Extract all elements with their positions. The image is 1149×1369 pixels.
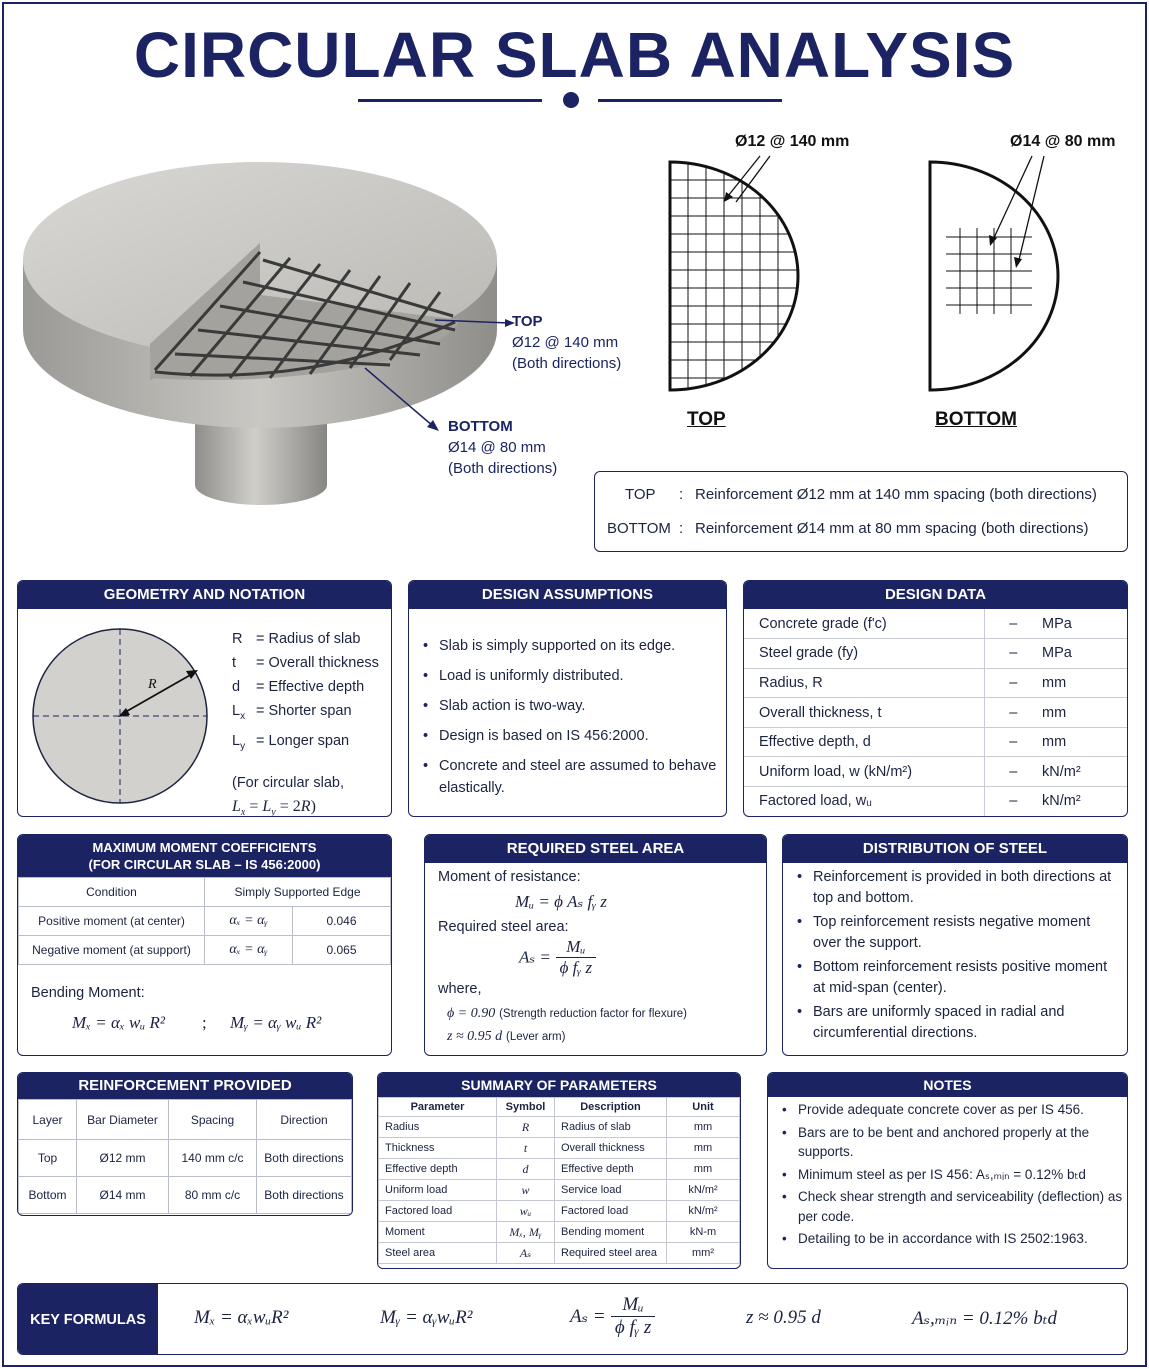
summary-table xyxy=(378,1097,740,1264)
summary-unit: kN/m² xyxy=(667,1201,740,1222)
design-data-row xyxy=(744,639,1127,669)
summary-param: Thickness xyxy=(379,1138,497,1159)
steel-area-panel xyxy=(424,834,767,1056)
provided-col: Bar Diameter xyxy=(77,1100,169,1140)
design-data-row xyxy=(744,609,1127,639)
summary-unit: kN-m xyxy=(667,1222,740,1243)
key-formula-my: Mᵧ = αᵧwᵤR² xyxy=(380,1307,473,1328)
design-data-row xyxy=(744,727,1127,757)
distribution-item: • Reinforcement is provided in both directions at top and bottom. xyxy=(793,867,1118,908)
assumption-item: • Load is uniformly distributed. xyxy=(419,665,719,687)
note-item: • Detailing to be in accordance with IS 2502:1963. xyxy=(778,1229,1123,1249)
coeff-row-cond: Positive moment (at center) xyxy=(19,907,205,936)
notation-row: t = Overall thickness xyxy=(232,655,379,671)
top-plan-drawing xyxy=(660,150,810,400)
provided-col: Spacing xyxy=(169,1100,257,1140)
design-data-label: Factored load, wᵤ xyxy=(744,787,984,817)
notation-row: $L_y$ = Longer span xyxy=(232,732,350,752)
design-data-row xyxy=(744,698,1127,728)
top-callout-note: (Both directions) xyxy=(512,355,622,372)
reinf-bottom-text: Reinforcement Ø14 mm at 80 mm spacing (both directions) xyxy=(695,520,1089,537)
provided-cell: Ø14 mm xyxy=(77,1177,169,1214)
design-data-value: – xyxy=(984,639,1042,669)
required-area-lhs: Aₛ = xyxy=(519,947,551,967)
key-formula-as-denominator: ϕ fᵧ z xyxy=(614,1317,652,1338)
summary-symbol: Mₓ, Mᵧ xyxy=(497,1222,555,1243)
top-plan-spec: Ø12 @ 140 mm xyxy=(735,133,850,150)
summary-symbol: t xyxy=(497,1138,555,1159)
reinforcement-summary-box xyxy=(594,471,1128,552)
required-area-denominator: ϕ fᵧ z xyxy=(559,958,593,977)
summary-symbol: w xyxy=(497,1180,555,1201)
summary-unit: mm² xyxy=(667,1243,740,1264)
design-data-value: – xyxy=(984,757,1042,787)
summary-panel xyxy=(377,1072,741,1269)
design-data-label: Steel grade (fy) xyxy=(744,639,984,669)
coeff-col-condition: Condition xyxy=(19,878,205,907)
design-data-unit: MPa xyxy=(1042,609,1127,639)
reinf-top-sep: : xyxy=(679,486,684,503)
provided-panel xyxy=(17,1072,353,1216)
design-data-unit: mm xyxy=(1042,727,1127,757)
bottom-plan-label: BOTTOM xyxy=(935,409,1017,430)
moment-coeff-heading-line2: (FOR CIRCULAR SLAB – IS 456:2000) xyxy=(88,857,321,872)
summary-row xyxy=(379,1117,740,1138)
distribution-item: • Top reinforcement resists negative moment over the support. xyxy=(793,912,1118,953)
assumptions-list xyxy=(419,635,719,799)
circular-note-eq: $L_x = L_y = 2R$) xyxy=(232,797,316,817)
summary-param: Moment xyxy=(379,1222,497,1243)
bending-moment-y: Mᵧ = αᵧ wᵤ R² xyxy=(230,1013,322,1032)
summary-symbol: Aₛ xyxy=(497,1243,555,1264)
key-formula-asmin: Aₛ,ₘᵢₙ = 0.12% bₜd xyxy=(912,1308,1057,1329)
distribution-item: • Bars are uniformly spaced in radial and circumferential directions. xyxy=(793,1002,1118,1043)
resistance-label: Moment of resistance: xyxy=(438,869,581,885)
geometry-panel xyxy=(17,580,392,817)
title-rule-right xyxy=(598,99,782,102)
key-formula-as-lhs: Aₛ = xyxy=(570,1306,606,1327)
steel-area-heading: REQUIRED STEEL AREA xyxy=(425,835,766,863)
moment-coeff-heading-line1: MAXIMUM MOMENT COEFFICIENTS xyxy=(92,840,317,855)
bottom-plan-grid xyxy=(946,228,1032,314)
summary-row xyxy=(379,1180,740,1201)
provided-col: Layer xyxy=(19,1100,77,1140)
summary-unit: mm xyxy=(667,1117,740,1138)
bending-moment-sep: ; xyxy=(202,1013,207,1032)
reinf-bottom-sep: : xyxy=(679,520,684,537)
summary-row xyxy=(379,1243,740,1264)
summary-row xyxy=(379,1222,740,1243)
design-data-table xyxy=(744,609,1127,817)
design-data-unit: mm xyxy=(1042,698,1127,728)
top-plan-label: TOP xyxy=(687,409,726,430)
design-data-unit: MPa xyxy=(1042,639,1127,669)
summary-col: Unit xyxy=(667,1098,740,1117)
assumption-item: • Concrete and steel are assumed to behave elastically. xyxy=(419,755,719,799)
provided-cell: Top xyxy=(19,1140,77,1177)
design-data-label: Overall thickness, t xyxy=(744,698,984,728)
summary-param: Radius xyxy=(379,1117,497,1138)
design-data-unit: mm xyxy=(1042,668,1127,698)
summary-unit: mm xyxy=(667,1159,740,1180)
geometry-heading: GEOMETRY AND NOTATION xyxy=(18,581,391,609)
circular-note: (For circular slab, xyxy=(232,774,344,791)
moment-coeff-heading xyxy=(18,835,391,877)
provided-col: Direction xyxy=(257,1100,352,1140)
design-data-row xyxy=(744,787,1127,817)
provided-heading: REINFORCEMENT PROVIDED xyxy=(18,1073,352,1099)
key-formulas-label: KEY FORMULAS xyxy=(18,1284,158,1355)
assumptions-heading: DESIGN ASSUMPTIONS xyxy=(409,581,726,609)
summary-desc: Radius of slab xyxy=(555,1117,667,1138)
resistance-equation: Mᵤ = ϕ Aₛ fᵧ z xyxy=(515,892,608,911)
provided-table xyxy=(18,1099,352,1214)
bottom-callout xyxy=(448,416,557,479)
radius-label: R xyxy=(148,677,157,692)
top-callout-spec: Ø12 @ 140 mm xyxy=(512,334,619,351)
summary-desc: Required steel area xyxy=(555,1243,667,1264)
coeff-row-val: 0.046 xyxy=(293,907,391,936)
distribution-heading: DISTRIBUTION OF STEEL xyxy=(783,835,1127,863)
provided-cell: Both directions xyxy=(257,1177,352,1214)
design-data-value: – xyxy=(984,698,1042,728)
assumption-item: • Slab action is two-way. xyxy=(419,695,719,717)
summary-unit: kN/m² xyxy=(667,1180,740,1201)
note-item: • Minimum steel as per IS 456: Aₛ,ₘᵢₙ = 0.12% bₜd xyxy=(778,1165,1123,1185)
key-formulas-bar xyxy=(17,1283,1128,1355)
required-area-label: Required steel area: xyxy=(438,919,569,935)
design-data-value: – xyxy=(984,787,1042,817)
bottom-plan-drawing xyxy=(920,150,1070,400)
top-plan-grid xyxy=(670,150,810,400)
notes-heading: NOTES xyxy=(768,1073,1127,1097)
design-data-label: Uniform load, w (kN/m²) xyxy=(744,757,984,787)
where-label: where, xyxy=(438,981,482,997)
summary-desc: Effective depth xyxy=(555,1159,667,1180)
design-data-unit: kN/m² xyxy=(1042,787,1127,817)
notation-row: R = Radius of slab xyxy=(232,631,361,647)
coeff-col-edge: Simply Supported Edge xyxy=(205,878,391,907)
geometry-circle-diagram xyxy=(30,626,210,806)
key-formula-as-numerator: Mᵤ xyxy=(611,1294,655,1317)
provided-cell: Bottom xyxy=(19,1177,77,1214)
page-title: CIRCULAR SLAB ANALYSIS xyxy=(133,19,1016,91)
summary-symbol: wᵤ xyxy=(497,1201,555,1222)
required-area-numerator: Mᵤ xyxy=(556,937,597,958)
summary-param: Uniform load xyxy=(379,1180,497,1201)
distribution-panel xyxy=(782,834,1128,1056)
bottom-callout-spec: Ø14 @ 80 mm xyxy=(448,439,546,456)
design-data-value: – xyxy=(984,609,1042,639)
summary-row xyxy=(379,1159,740,1180)
coeff-row-cond: Negative moment (at support) xyxy=(19,936,205,965)
key-formula-z: z ≈ 0.95 d xyxy=(746,1307,821,1328)
design-data-heading: DESIGN DATA xyxy=(744,581,1127,609)
coeff-row-sym: αₓ = αᵧ xyxy=(205,936,293,965)
reinf-bottom-key: BOTTOM xyxy=(607,520,671,537)
bending-moment-x: Mₓ = αₓ wᵤ R² xyxy=(72,1013,166,1032)
assumption-item: • Slab is simply supported on its edge. xyxy=(419,635,719,657)
design-data-label: Effective depth, d xyxy=(744,727,984,757)
distribution-item: • Bottom reinforcement resists positive moment at mid-span (center). xyxy=(793,957,1118,998)
top-callout xyxy=(512,311,621,374)
summary-heading: SUMMARY OF PARAMETERS xyxy=(378,1073,740,1097)
top-plan-outline xyxy=(670,162,798,390)
coeff-row-val: 0.065 xyxy=(293,936,391,965)
reinf-top-key: TOP xyxy=(625,486,656,503)
bottom-plan-spec: Ø14 @ 80 mm xyxy=(1010,133,1116,150)
reinf-top-text: Reinforcement Ø12 mm at 140 mm spacing (both directions) xyxy=(695,486,1097,503)
key-formula-mx: Mₓ = αₓwᵤR² xyxy=(194,1307,289,1328)
notation-row: $L_x$ = Shorter span xyxy=(232,703,352,722)
bottom-callout-label: BOTTOM xyxy=(448,418,513,435)
distribution-list xyxy=(793,867,1118,1043)
notation-row: d = Effective depth xyxy=(232,679,365,695)
summary-col: Description xyxy=(555,1098,667,1117)
moment-coeff-panel xyxy=(17,834,392,1056)
provided-cell: 80 mm c/c xyxy=(169,1177,257,1214)
assumption-item: • Design is based on IS 456:2000. xyxy=(419,725,719,747)
title-rule-left xyxy=(358,99,542,102)
title-ornament-dot xyxy=(563,92,579,108)
note-item: • Provide adequate concrete cover as per IS 456. xyxy=(778,1100,1123,1120)
bottom-callout-note: (Both directions) xyxy=(448,460,558,477)
notes-list xyxy=(778,1100,1123,1249)
design-data-panel xyxy=(743,580,1128,817)
design-data-row xyxy=(744,757,1127,787)
design-data-value: – xyxy=(984,727,1042,757)
phi-definition: ϕ = 0.90 (Strength reduction factor for flexure) xyxy=(447,1006,688,1021)
summary-desc: Service load xyxy=(555,1180,667,1201)
summary-row xyxy=(379,1201,740,1222)
provided-cell: Both directions xyxy=(257,1140,352,1177)
summary-symbol: d xyxy=(497,1159,555,1180)
key-formula-as xyxy=(570,1294,655,1339)
bending-moment-label: Bending Moment: xyxy=(31,985,145,1001)
notation-list xyxy=(232,627,379,817)
summary-param: Factored load xyxy=(379,1201,497,1222)
top-callout-label: TOP xyxy=(512,313,543,330)
design-data-label: Radius, R xyxy=(744,668,984,698)
design-data-row xyxy=(744,668,1127,698)
provided-cell: 140 mm c/c xyxy=(169,1140,257,1177)
slab-3d-illustration xyxy=(15,140,515,540)
notes-panel xyxy=(767,1072,1128,1269)
summary-desc: Factored load xyxy=(555,1201,667,1222)
summary-symbol: R xyxy=(497,1117,555,1138)
summary-param: Steel area xyxy=(379,1243,497,1264)
required-area-equation xyxy=(519,937,596,978)
moment-coeff-table xyxy=(18,877,391,965)
design-data-label: Concrete grade (f'c) xyxy=(744,609,984,639)
note-item: • Bars are to be bent and anchored properly at the supports. xyxy=(778,1123,1123,1162)
summary-col: Symbol xyxy=(497,1098,555,1117)
summary-col: Parameter xyxy=(379,1098,497,1117)
summary-desc: Overall thickness xyxy=(555,1138,667,1159)
coeff-row-sym: αₓ = αᵧ xyxy=(205,907,293,936)
note-item: • Check shear strength and serviceability (deflection) as per code. xyxy=(778,1187,1123,1226)
z-definition: z ≈ 0.95 d (Lever arm) xyxy=(447,1029,566,1044)
design-data-unit: kN/m² xyxy=(1042,757,1127,787)
design-data-value: – xyxy=(984,668,1042,698)
assumptions-panel xyxy=(408,580,727,817)
summary-row xyxy=(379,1138,740,1159)
summary-desc: Bending moment xyxy=(555,1222,667,1243)
provided-cell: Ø12 mm xyxy=(77,1140,169,1177)
summary-unit: mm xyxy=(667,1138,740,1159)
summary-param: Effective depth xyxy=(379,1159,497,1180)
